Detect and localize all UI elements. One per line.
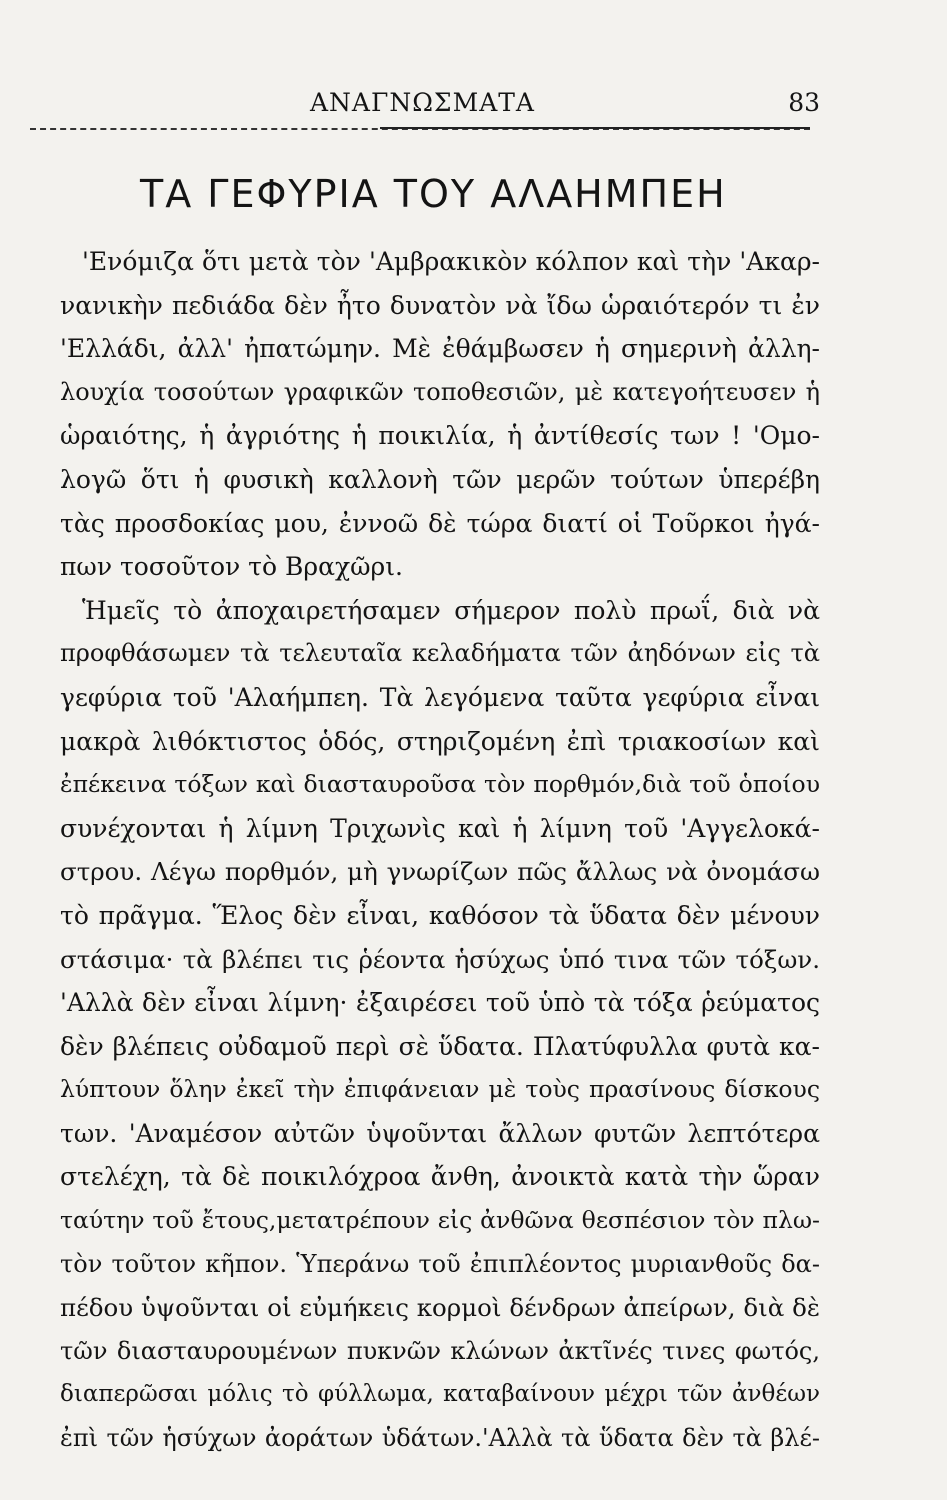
text-line: λογῶ ὅτι ἡ φυσικὴ καλλονὴ τῶν μερῶν τούτων ὑπερέβη (60, 464, 820, 494)
text-line: ὡραιότης, ἡ ἀγριότης ἡ ποικιλία, ἡ ἀντίθεσίς των ! 'Ομο- (60, 421, 820, 451)
text-line: των. 'Αναμέσον αὐτῶν ὑψοῦνται ἄλλων φυτῶν λεπτότερα (60, 1118, 820, 1148)
text-line: τὸν τοῦτον κῆπον. Ὑπεράνω τοῦ ἐπιπλέοντος μυριανθοῦς δα- (60, 1249, 820, 1278)
text-line: πέδου ὑψοῦνται οἱ εὐμήκεις κορμοὶ δένδρων ἀπείρων, διὰ δὲ (60, 1293, 820, 1323)
text-line: ἐπὶ τῶν ἡσύχων ἀοράτων ὑδάτων.'Αλλὰ τὰ ὕδατα δὲν τὰ βλέ- (60, 1424, 820, 1453)
text-line: νανικὴν πεδιάδα δὲν ἦτο δυνατὸν νὰ ἴδω ὡραιότερόν τι ἐν (60, 290, 820, 320)
text-line: 'Ελλάδι, ἀλλ' ἠπατώμην. Μὲ ἐθάμβωσεν ἡ σημερινὴ ἀλλη- (60, 334, 820, 364)
text-line: στελέχη, τὰ δὲ ποικιλόχροα ἄνθη, ἀνοικτὰ κατὰ τὴν ὥραν (60, 1162, 820, 1192)
text-line: δὲν βλέπεις οὐδαμοῦ περὶ σὲ ὕδατα. Πλατύφυλλα φυτὰ κα- (60, 1031, 820, 1061)
text-line: στρου. Λέγω πορθμόν, μὴ γνωρίζων πῶς ἄλλως νὰ ὀνομάσω (60, 857, 820, 887)
text-line: ταύτην τοῦ ἔτους,μετατρέπουν εἰς ἀνθῶνα θεσπέσιον τὸν πλω- (60, 1206, 820, 1235)
text-line: Ἡμεῖς τὸ ἀποχαιρετήσαμεν σήμερον πολὺ πρωΐ, διὰ νὰ (82, 595, 820, 625)
text-line: συνέχονται ἡ λίμνη Τριχωνὶς καὶ ἡ λίμνη τοῦ 'Αγγελοκά- (60, 813, 820, 843)
text-line: τὸ πρᾶγμα. Ἕλος δὲν εἶναι, καθόσον τὰ ὕδατα δὲν μένουν (60, 900, 820, 930)
text-line: μακρὰ λιθόκτιστος ὁδός, στηριζομένη ἐπὶ τριακοσίων καὶ (60, 726, 820, 756)
text-line: τῶν διασταυρουμένων πυκνῶν κλώνων ἀκτῖνές τινες φωτός, (60, 1336, 820, 1365)
text-line: γεφύρια τοῦ 'Αλαήμπεη. Τὰ λεγόμενα ταῦτα γεφύρια εἶναι (60, 682, 820, 712)
text-line: ἐπέκεινα τόξων καὶ διασταυροῦσα τὸν πορθμόν,διὰ τοῦ ὁποίου (60, 770, 820, 799)
text-line: πων τοσοῦτον τὸ Βραχῶρι. (60, 552, 403, 582)
text-line: λουχία τοσούτων γραφικῶν τοποθεσιῶν, μὲ κατεγοήτευσεν ἡ (60, 377, 820, 406)
running-head (110, 88, 820, 128)
text-line: προφθάσωμεν τὰ τελευταῖα κελαδήματα τῶν ἀηδόνων εἰς τὰ (60, 639, 820, 668)
text-line: τὰς προσδοκίας μου, ἐννοῶ δὲ τώρα διατί οἱ Τοῦρκοι ἠγά- (60, 508, 820, 538)
running-title: ΑΝΑΓΝΩΣΜΑΤΑ (310, 88, 535, 117)
body-text (60, 240, 820, 1461)
chapter-title: ΤΑ ΓΕΦΥΡΙΑ ΤΟΥ ΑΛΑΗΜΠΕΗ (140, 172, 727, 216)
header-rule-solid (380, 127, 810, 129)
text-line: 'Ενόμιζα ὅτι μετὰ τὸν 'Αμβρακικὸν κόλπον καὶ τὴν 'Ακαρ- (82, 247, 820, 276)
text-line: λύπτουν ὅλην ἐκεῖ τὴν ἐπιφάνειαν μὲ τοὺς πρασίνους δίσκους (60, 1075, 820, 1104)
text-line: στάσιμα· τὰ βλέπει τις ῥέοντα ἡσύχως ὑπό τινα τῶν τόξων. (60, 944, 820, 974)
page-number: 83 (788, 88, 820, 117)
text-line: διαπερῶσαι μόλις τὸ φύλλωμα, καταβαίνουν μέχρι τῶν ἀνθέων (60, 1381, 820, 1408)
text-line: 'Αλλὰ δὲν εἶναι λίμνη· ἐξαιρέσει τοῦ ὑπὸ τὰ τόξα ῥεύματος (60, 988, 820, 1018)
